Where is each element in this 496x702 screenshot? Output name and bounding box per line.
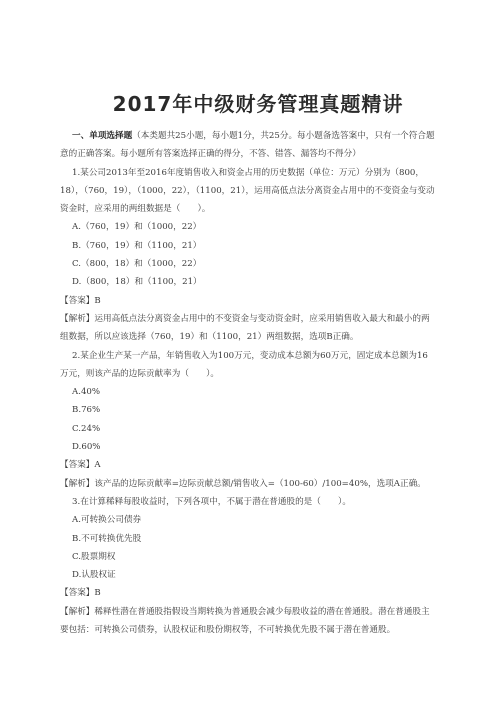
question-2-option-d: D.60% [72, 442, 101, 453]
question-3-option-c: C.股票期权 [72, 551, 116, 562]
question-1-answer: 【答案】B [60, 295, 101, 306]
question-3-analysis: 【解析】稀释性潜在普通股指假设当期转换为普通股会减少每股收益的潜在普通股。潜在普通股主要包括：可转换公司债券，认股权证和股份期权等，不可转换优先股不属于潜在普通股。 [60, 606, 430, 636]
question-1-stem: 1.某公司2013年至2016年度销售收入和资金占用的历史数据（单位：万元）分别为（800，18），（760，19），（1000，22），（1100，21），运用高低点法分离资金占用中的不变资金与变动资金时，应采用的两组数据是（ ）。 [60, 167, 435, 215]
question-2-option-b: B.76% [72, 405, 101, 416]
section-heading: 一、单项选择题 [72, 131, 133, 141]
question-3-option-d: D.认股权证 [72, 570, 116, 581]
question-1-option-b: B.（760，19）和（1100，21） [72, 240, 202, 251]
question-1-option-a: A.（760，19）和（1000，22） [72, 222, 202, 233]
question-3-option-a: A.可转换公司债券 [72, 515, 142, 526]
question-3-answer: 【答案】B [60, 588, 101, 599]
document-title: 2017年中级财务管理真题精讲 [112, 92, 404, 116]
question-2-option-c: C.24% [72, 423, 101, 434]
question-2-stem: 2.某企业生产某一产品，年销售收入为100万元，变动成本总额为60万元，固定成本总额为16万元，则该产品的边际贡献率为（ ）。 [60, 350, 428, 379]
question-1-option-c: C.（800，18）和（1000，22） [72, 259, 202, 270]
question-1-option-d: D.（800，18）和（1100，21） [72, 277, 202, 288]
question-1-analysis: 【解析】运用高低点法分离资金占用中的不变资金与变动资金时，应采用销售收入最大和最小的两组数据，所以应该选择（760，19）和（1100，21）两组数据，选项B正确。 [60, 313, 430, 343]
question-3-stem: 3.在计算稀释每股收益时，下列各项中，不属于潜在普通股的是（ ）。 [72, 496, 351, 507]
question-3-option-b: B.不可转换优先股 [72, 533, 142, 544]
section-instructions: （本类题共25小题，每小题1分，共25分。每小题备选答案中，只有一个符合题意的正确答案。每小题所有答案选择正确的得分，不答、错答、漏答均不得分） [60, 131, 435, 160]
question-2-analysis: 【解析】该产品的边际贡献率=边际贡献总额/销售收入=（100-60）/100=40%，选项A正确。 [60, 478, 426, 489]
question-2-answer: 【答案】A [60, 460, 101, 471]
section-intro [60, 127, 436, 164]
question-2-option-a: A.40% [72, 387, 101, 398]
